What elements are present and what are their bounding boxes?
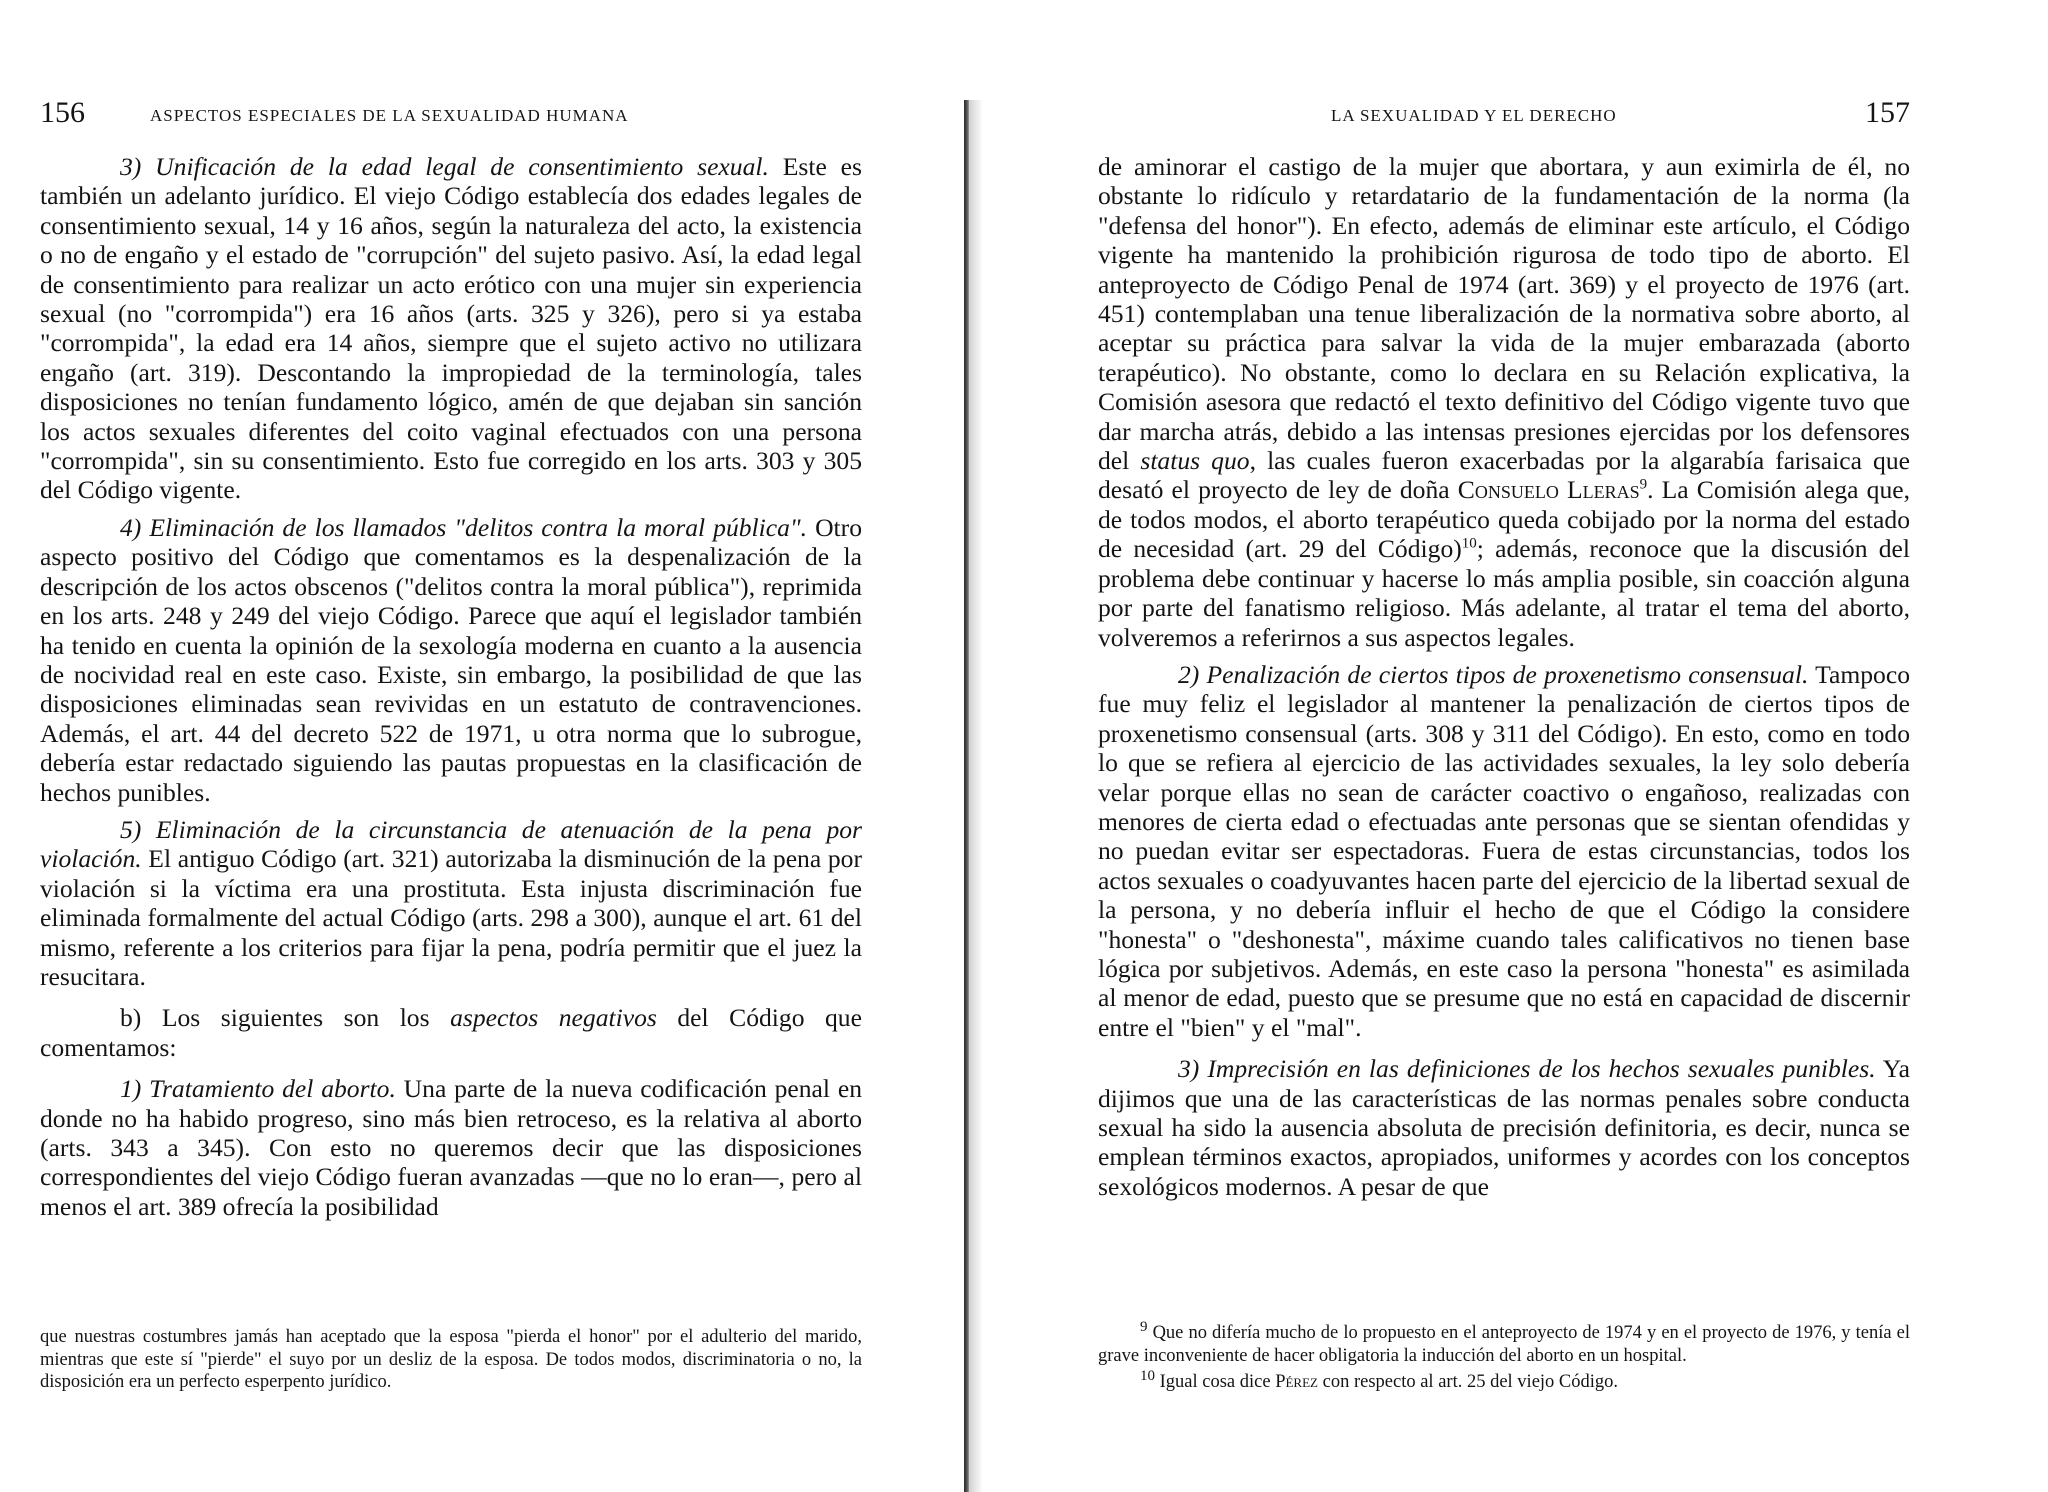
paragraph-moral-publica bbox=[40, 513, 862, 807]
footnote-ref: 10 bbox=[1461, 535, 1477, 552]
footnote-mark: 9 bbox=[1140, 1318, 1148, 1335]
paragraph-text: Ya dijimos que una de las características de las normas penales sobre conducta sexual ha sido la ausencia absoluta de precisión definitoria, es decir, nunca se emplean términos exactos, apropiados, uniformes y acordes con los conceptos sexológicos modernos. A pesar de que bbox=[1098, 1054, 1910, 1201]
paragraph-edad-consentimiento bbox=[40, 152, 862, 505]
paragraph-title: 1) Tratamiento del aborto. bbox=[120, 1074, 396, 1104]
right-footnotes bbox=[1098, 1318, 1910, 1394]
emphasis: aspectos negativos bbox=[450, 1003, 657, 1033]
running-head: ASPECTOS ESPECIALES DE LA SEXUALIDAD HUMANA bbox=[150, 106, 629, 125]
right-page-body bbox=[1098, 152, 1910, 1201]
small-caps-name: Pérez bbox=[1275, 1372, 1318, 1392]
paragraph-text: b) Los siguientes son los bbox=[120, 1003, 451, 1033]
paragraph-text: Este es también un adelanto jurídico. El viejo Código establecía dos edades legales de consentimiento sexual, 14 y 16 años, según la naturaleza del acto, la existencia o no de engaño y el estado de "corrupción" del sujeto pasivo. Así, la edad legal de consentimiento para realizar un acto erótico con una mujer sin experiencia sexual (no "corrompida") era 16 años (arts. 325 y 326), pero si ya estaba "corrompida", la edad era 14 años, siempre que el sujeto activo no utilizara engaño (art. 319). Descontando la impropiedad de la terminología, tales disposiciones no tenían fundamento lógico, amén de que dejaban sin sanción los actos sexuales diferentes del coito vaginal efectuados con una persona "corrompida", sin su consentimiento. Esto fue corregido en los arts. 303 y 305 del Código vigente. bbox=[40, 152, 863, 505]
paragraph-title: 4) Eliminación de los llamados "delitos contra la moral pública". bbox=[120, 512, 808, 542]
footnote-mark: 10 bbox=[1140, 1367, 1155, 1384]
left-page-header bbox=[40, 96, 862, 142]
paragraph-text: El antiguo Código (art. 321) autorizaba la disminución de la pena por violación si la víctima era una prostituta. Esta injusta discriminación fue eliminada formalmente del actual Código (arts. 298 a 300), aunque el art. 61 del mismo, referente a los criterios para fijar la pena, podría permitir que el juez la resucitara. bbox=[40, 844, 862, 991]
footnote-text: Que no difería mucho de lo propuesto en el anteproyecto de 1974 y en el proyecto de 1976, y tenía el grave inconveniente de hacer obligatoria la inducción del aborto en un hospital. bbox=[1098, 1323, 1910, 1366]
paragraph-text: ; además, reconoce que la discusión del problema debe continuar y hacerse lo más amplia posible, sin coacción alguna por parte del fanatismo religioso. Más adelante, al tratar el tema del aborto, volveremos a referirnos a sus aspectos legales. bbox=[1098, 534, 1910, 652]
left-footnotes bbox=[40, 1326, 862, 1394]
paragraph-title: 3) Imprecisión en las definiciones de los hechos sexuales punibles. bbox=[1178, 1054, 1876, 1084]
footnote-10 bbox=[1098, 1367, 1910, 1394]
left-page-body bbox=[40, 152, 862, 1221]
paragraph-text: Tampoco fue muy feliz el legislador al mantener la penalización de ciertos tipos de proxenetismo consensual (arts. 308 y 311 del Código). En esto, como en todo lo que se refiera al ejercicio de las actividades sexuales, la ley solo debería velar porque ellas no sean de carácter coactivo o engañoso, realizadas con menores de cierta edad o efectuadas ante personas que se sientan ofendidas y no puedan evitar ser espectadoras. Fuera de estas circunstancias, todos los actos sexuales o coadyuvantes hacen parte del ejercicio de la libertad sexual de la persona, y no debería influir el hecho de que el Código la considere "honesta" o "deshonesta", máxime cuando tales calificativos no tienen base lógica por subjetivos. Además, en este caso la persona "honesta" es asimilada al menor de edad, puesto que se presume que no está en capacidad de discernir entre el "bien" y el "mal". bbox=[1098, 659, 1910, 1042]
paragraph-title: 2) Penalización de ciertos tipos de proxenetismo consensual. bbox=[1178, 659, 1809, 689]
footnote-text: Igual cosa dice bbox=[1155, 1372, 1276, 1392]
left-page bbox=[40, 96, 863, 1392]
emphasis: status quo bbox=[1140, 446, 1250, 476]
paragraph-title: 3) Unificación de la edad legal de consentimiento sexual. bbox=[120, 152, 769, 181]
paragraph-aspectos-negativos bbox=[40, 1003, 862, 1062]
page-number: 156 bbox=[40, 96, 85, 129]
footnote-ref: 9 bbox=[1639, 476, 1648, 493]
paragraph-text: Una parte de la nueva codificación penal en donde no ha habido progreso, sino más bien retroceso, es la relativa al aborto (arts. 343 a 345). Con esto no queremos decir que las disposiciones correspondientes del viejo Código fueran avanzadas —que no lo eran—, pero al menos el art. 389 ofrecía la posibilidad bbox=[40, 1074, 862, 1221]
running-head: LA SEXUALIDAD Y EL DERECHO bbox=[1331, 106, 1617, 125]
small-caps-name: Consuelo Lleras bbox=[1457, 475, 1640, 505]
paragraph-title: 5) Eliminación de la circunstancia de atenuación de la pena por violación. bbox=[40, 814, 862, 874]
footnote-text: con respecto al art. 25 del viejo Código. bbox=[1318, 1372, 1619, 1392]
footnote-9 bbox=[1098, 1318, 1910, 1367]
paragraph-imprecision bbox=[1098, 1054, 1910, 1201]
paragraph-aborto-continuacion bbox=[1098, 152, 1910, 652]
paragraph-proxenetismo bbox=[1098, 660, 1910, 1042]
paragraph-text: del Código que comentamos: bbox=[40, 1003, 862, 1062]
page-number: 157 bbox=[1865, 96, 1910, 129]
paragraph-text: Otro aspecto positivo del Código que comentamos es la despenalización de la descripción de los actos obscenos ("delitos contra la moral pública"), reprimida en los arts. 248 y 249 del viejo Código. Parece que aquí el legislador también ha tenido en cuenta la opinión de la sexología moderna en cuanto a la ausencia de nocividad real en este caso. Existe, sin embargo, la posibilidad de que las disposiciones eliminadas sean revividas en un estatuto de contravenciones. Además, el art. 44 del decreto 522 de 1971, u otra norma que lo subrogue, debería estar redactado siguiendo las pautas propuestas en la clasificación de hechos punibles. bbox=[40, 512, 862, 807]
paragraph-text: . La Comisión alega que, de todos modos, el aborto terapéutico queda cobijado por la norma del estado de necesidad (art. 29 del Código) bbox=[1098, 475, 1910, 564]
paragraph-text: , las cuales fueron exacerbadas por la algarabía farisaica que desató el proyecto de ley de doña bbox=[1098, 446, 1910, 505]
gutter-shadow bbox=[969, 100, 983, 1492]
paragraph-tratamiento-aborto bbox=[40, 1074, 862, 1221]
right-page-header bbox=[1098, 96, 1910, 142]
paragraph-atenuacion-violacion bbox=[40, 815, 862, 991]
footnote-continuation: que nuestras costumbres jamás han aceptado que la esposa "pierda el honor" por el adulterio del marido, mientras que este sí "pierde" el suyo por un desliz de la esposa. De todos modos, discriminatoria o no, la disposición era un perfecto esperpento jurídico. bbox=[40, 1327, 862, 1392]
right-page bbox=[1098, 96, 1910, 1392]
paragraph-text: de aminorar el castigo de la mujer que abortara, y aun eximirla de él, no obstante lo ridículo y retardatario de la fundamentación de la norma (la "defensa del honor"). En efecto, además de eliminar este artículo, el Código vigente ha mantenido la prohibición rigurosa de todo tipo de aborto. El anteproyecto de Código Penal de 1974 (art. 369) y el proyecto de 1976 (art. 451) contemplaban una tenue liberalización de la normativa sobre aborto, al aceptar su práctica para salvar la vida de la mujer embarazada (aborto terapéutico). No obstante, como lo declara en su Relación explicativa, la Comisión asesora que redactó el texto definitivo del Código vigente tuvo que dar marcha atrás, debido a las intensas presiones ejercidas por los defensores del bbox=[1098, 152, 1910, 476]
